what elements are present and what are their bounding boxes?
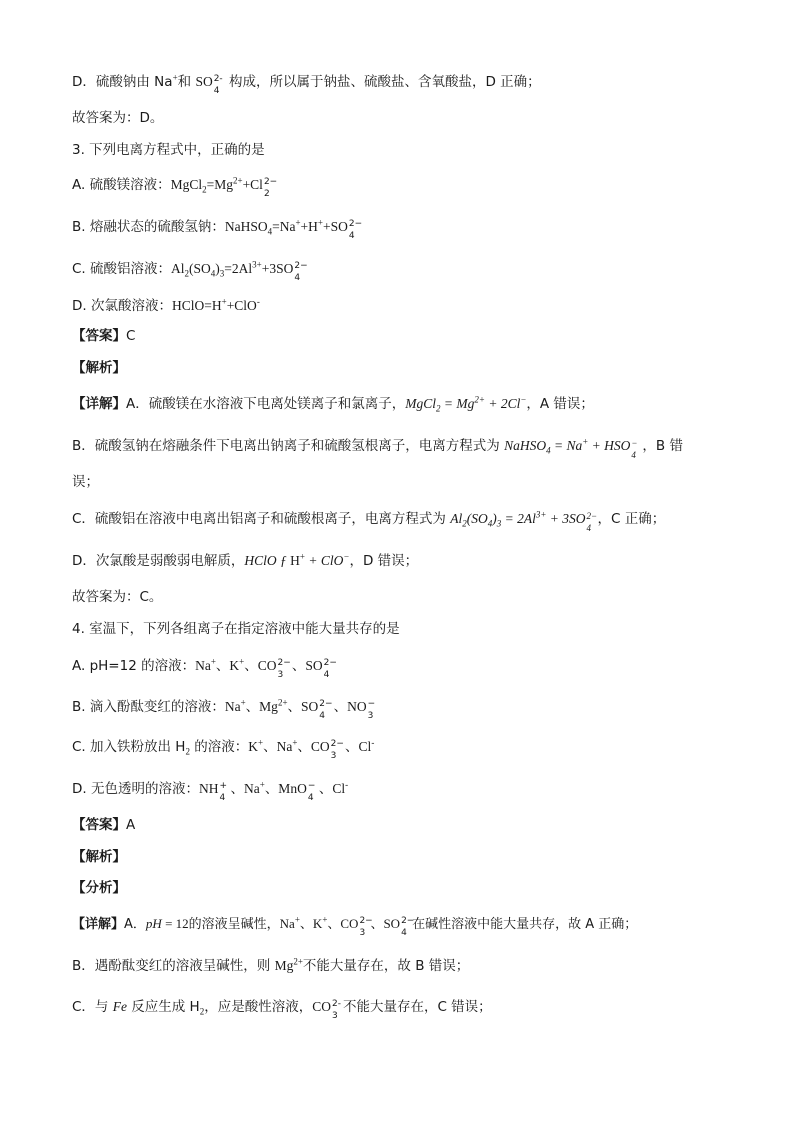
superscript: 2− [348,219,363,229]
superscript: 2− [323,658,337,668]
text: 的溶液呈碱性， [188,917,280,932]
superscript: − [307,781,316,791]
detail-3d [72,551,722,571]
subscript: 3 [367,711,374,721]
superscript: 2− [401,916,415,926]
detail-3c [72,509,722,533]
superscript: + [292,737,298,748]
superscript: 3+ [535,509,547,520]
formula: Mg [274,958,294,973]
option-4c [72,737,722,761]
formula: + ClO [305,553,344,568]
subscript: 2 [185,746,190,757]
superscript: − [631,438,638,448]
superscript: + [219,781,228,791]
formula: Al [171,261,185,276]
text: 不能大量存在，故 B 错误； [302,958,470,974]
superscript: + [172,72,178,83]
superscript: 2− [330,739,344,749]
subscript: 2 [199,1006,205,1017]
superscript: − [367,699,376,709]
formula: + HSO [588,438,631,453]
option-3b [72,217,722,241]
text: D．硫酸钠由 Na [72,74,173,90]
text-line [72,72,722,96]
subscript: 4 [210,268,216,279]
formula: (SO [189,261,211,276]
formula: 、NO [330,699,367,714]
superscript: − [520,394,527,405]
formula: =2Al [224,261,253,276]
formula: SO [195,74,213,89]
subscript: 4 [401,928,407,938]
text: ，B 错 [642,438,683,454]
answer-line [72,815,722,835]
subscript: 2 [436,403,441,414]
formula: +H [300,219,318,234]
text: D. 次氯酸溶液： [72,298,172,314]
text: C. 硫酸铝溶液： [72,261,172,277]
superscript: - [371,737,375,748]
superscript: + [295,217,301,228]
subscript: 3 [219,268,225,279]
subscript: 4 [348,231,355,241]
formula: MgCl [170,177,203,192]
subscript: 4 [319,711,326,721]
analysis-tag-2 [72,878,722,898]
formula: +3SO [261,261,294,276]
formula: = Na [550,438,583,453]
text: ，D 错误； [349,553,419,569]
text: ，应是酸性溶液， [204,999,313,1015]
answer-tag: 【答案】 [72,817,126,833]
answer-value: A [126,817,136,833]
text: B. 滴入酚酞变红的溶液： [72,699,225,715]
formula: = 2Al [501,511,536,526]
formula: +ClO [226,298,257,313]
superscript: + [210,656,216,667]
superscript: + [294,914,300,925]
formula: HClO=H [171,298,222,313]
text: C．与 [72,999,113,1015]
superscript: 2− [359,916,373,926]
formula: HClO [244,553,277,568]
detail-4c [72,997,722,1021]
subscript: 4 [219,793,226,803]
option-3d [72,296,722,316]
text: C．硫酸铝在溶液中电离出铝离子和硫酸根离子，电离方程式为 [72,511,451,527]
detail-4a [72,914,722,938]
formula: 、Cl [341,739,372,754]
answer-line [72,326,722,346]
formula: 、Mg [245,699,278,714]
formula: MgCl [405,396,437,411]
formula: NaHSO [224,219,268,234]
subscript: 2 [202,184,207,195]
subscript: 2 [462,518,467,529]
text: B．硫酸氢钠在熔融条件下电离出钠离子和硫酸氢根离子，电离方程式为 [72,438,505,454]
formula: NH [198,781,219,796]
formula: 、SO [370,916,401,931]
formula: +Cl [242,177,263,192]
formula: Na [224,699,241,714]
formula: (SO [466,511,488,526]
superscript: + [259,779,265,790]
formula: Na [279,916,295,931]
subscript: 3 [359,928,366,938]
formula: = 12 [161,916,189,931]
superscript: 2− [319,699,333,709]
analysis-tag [72,358,722,378]
superscript: - [256,296,260,307]
text-line: 故答案为：C。 [72,589,163,605]
text: 不能大量存在，C 错误； [342,999,492,1015]
formula: ) [492,511,497,526]
question-3: 3. 下列电离方程式中，正确的是 [72,142,265,158]
subscript: 3 [277,670,284,680]
formula: 、MnO [264,781,307,796]
superscript: 2− [586,511,598,521]
formula: pH [145,916,162,931]
formula: Na [195,658,211,673]
detail-3b-cont: 误； [72,474,99,490]
formula: ƒ [276,553,291,568]
detail-tag: 【详解】 [72,396,126,412]
detail-3a [72,394,722,414]
text: 【分析】 [72,880,126,896]
option-4a [72,656,722,680]
text: 反应生成 H [126,999,200,1015]
subscript: 4 [323,670,330,680]
subscript: 4 [631,450,636,460]
formula: Al [450,511,463,526]
option-4b [72,697,722,721]
option-4d [72,779,722,803]
text: A．硫酸镁在水溶液下电离处镁离子和氯离子， [126,396,406,412]
text: B．遇酚酞变红的溶液呈碱性，则 [72,958,275,974]
text: 构成，所以属于钠盐、硫酸盐、含氧酸盐，D 正确； [224,74,541,90]
formula: ) [215,261,220,276]
formula: NaHSO [504,438,547,453]
superscript: + [299,551,305,562]
subscript: 4 [586,523,592,533]
detail-tag: 【详解】 [72,917,125,932]
text: C. 加入铁粉放出 H [72,739,186,755]
subscript: 4 [267,226,273,237]
formula: 、Na [230,781,260,796]
subscript: 4 [213,86,220,96]
superscript: + [258,737,264,748]
superscript: 2+ [474,394,485,405]
text: A. 硫酸镁溶液： [72,177,171,193]
text-line: 故答案为：D。 [72,110,164,126]
subscript: 3 [331,1011,338,1021]
question-4: 4. 室温下，下列各组离子在指定溶液中能大量共存的是 [72,621,400,637]
formula: +SO [322,219,348,234]
subscript: 4 [294,273,301,283]
superscript: 3+ [252,259,262,270]
answer-tag: 【答案】 [72,328,126,344]
formula: 、SO [287,699,319,714]
formula: 、K [215,658,240,673]
text: 【解析】 [72,849,126,865]
text: 【解析】 [72,360,126,376]
text: ，A 错误； [526,396,594,412]
formula: H [290,553,300,568]
text: 在碱性溶液中能大量共存，故 A 正确； [412,917,638,932]
formula: =Mg [206,177,233,192]
subscript: 4 [487,518,493,529]
formula: 、K [299,916,323,931]
superscript: 2- [213,74,223,84]
subscript: 3 [330,751,337,761]
formula: K [248,739,258,754]
subscript: 2 [184,268,190,279]
superscript: 2+ [232,175,243,186]
subscript: 4 [307,793,314,803]
formula: 、Cl [318,781,346,796]
superscript: 2+ [293,956,303,967]
subscript: 2 [263,189,270,199]
subscript: 4 [546,445,551,456]
text: A． [124,917,146,932]
answer-value: C [126,328,136,344]
superscript: + [239,656,245,667]
option-3a [72,175,722,199]
formula: 、SO [288,658,323,673]
formula: Fe [112,999,127,1014]
superscript: 2− [263,177,278,187]
superscript: + [582,436,589,447]
subscript: 3 [496,518,502,529]
formula: 、CO [297,739,330,754]
detail-4b [72,956,722,976]
formula: + 2Cl [484,396,521,411]
text: A. pH=12 的溶液： [72,658,196,674]
text: D. 无色透明的溶液： [72,781,199,797]
formula: 、CO [244,658,277,673]
superscript: 2- [331,999,341,1009]
text: B. 熔融状态的硫酸氢钠： [72,219,225,235]
text: ，C 正确； [597,511,666,527]
formula: =Na [272,219,296,234]
option-3c [72,259,722,283]
superscript: + [221,296,227,307]
formula: 、Na [263,739,293,754]
superscript: 2− [277,658,291,668]
superscript: + [322,914,328,925]
text: 的溶液： [189,739,249,755]
detail-3b [72,436,722,460]
analysis-tag [72,847,722,867]
superscript: + [240,697,246,708]
superscript: + [317,217,323,228]
superscript: − [343,551,350,562]
formula: 、CO [327,916,359,931]
formula: CO [312,999,331,1014]
text: 和 [177,74,192,90]
formula: + 3SO [546,511,586,526]
text: D．次氯酸是弱酸弱电解质， [72,553,245,569]
formula: = Mg [440,396,475,411]
superscript: 2− [294,261,308,271]
superscript: 2+ [277,697,288,708]
superscript: - [345,779,349,790]
